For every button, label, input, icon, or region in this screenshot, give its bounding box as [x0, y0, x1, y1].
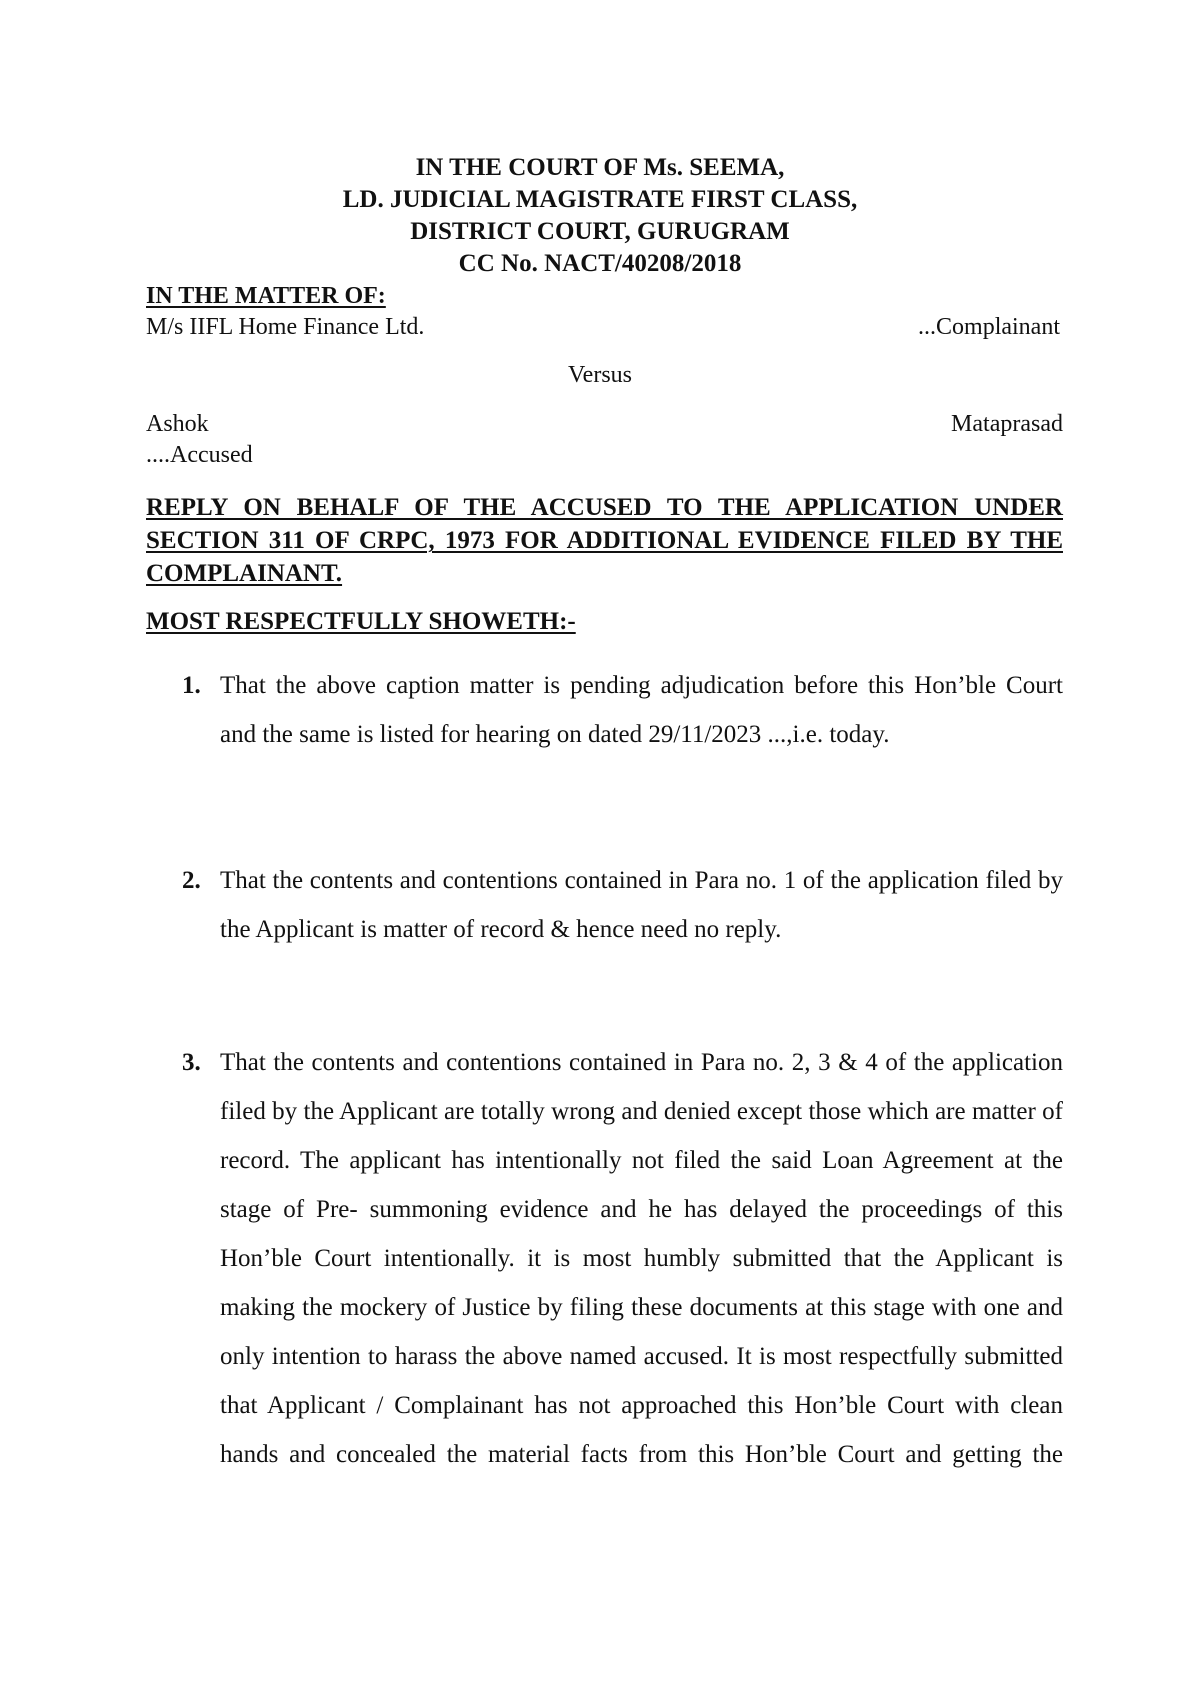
paragraph-text: That the above caption matter is pending adjudication before this Hon’ble Court and the same is listed for hearing on dated 29/11/2023 ...,i.e. today.: [220, 672, 1063, 748]
paragraph-text: That the contents and contentions contained in Para no. 2, 3 & 4 of the application filed by the Applicant are totally wrong and denied except those which are matter of record. The applicant has intentionally not filed the said Loan Agreement at the stage of Pre- summoning evidence and he has delayed the proceedings of this Hon’ble Court intentionally. it is most humbly submitted that the Applicant is making the mockery of Justice by filing these documents at this stage with one and only intention to harass the above named accused. It is most respectfully submitted that Applicant / Complainant has not approached this Hon’ble Court with clean hands and concealed the material facts from this Hon’ble Court and getting the: [220, 1049, 1063, 1468]
paragraph-2: [146, 856, 1063, 954]
accused-first-name: Ashok: [146, 411, 209, 437]
paragraph-number: 3.: [182, 1049, 201, 1076]
accused-last-name: Mataprasad: [951, 411, 1063, 437]
reply-subject: REPLY ON BEHALF OF THE ACCUSED TO THE APPLICATION UNDER SECTION 311 OF CRPC, 1973 FOR ADDITIONAL EVIDENCE FILED BY THE COMPLAINANT.: [146, 494, 1063, 587]
case-number: CC No. NACT/40208/2018: [458, 250, 742, 277]
versus-label: Versus: [568, 362, 632, 388]
accused-role: ....Accused: [146, 442, 253, 468]
court-header: [0, 152, 1200, 280]
paragraph-number: 2.: [182, 867, 201, 894]
complainant-name: M/s IIFL Home Finance Ltd.: [146, 314, 425, 340]
court-header-line-3: DISTRICT COURT, GURUGRAM: [410, 218, 790, 245]
matter-heading: IN THE MATTER OF:: [146, 283, 386, 309]
court-header-line-1: IN THE COURT OF Ms. SEEMA,: [415, 154, 785, 181]
paragraph-1: [146, 661, 1063, 759]
complainant-role: ...Complainant: [918, 314, 1060, 340]
showeth-heading: MOST RESPECTFULLY SHOWETH:-: [146, 608, 576, 635]
paragraph-3: [146, 1038, 1063, 1479]
court-header-line-2: LD. JUDICIAL MAGISTRATE FIRST CLASS,: [342, 186, 858, 213]
paragraph-text: That the contents and contentions contained in Para no. 1 of the application filed by the Applicant is matter of record & hence need no reply.: [220, 867, 1063, 943]
paragraph-number: 1.: [182, 672, 201, 699]
